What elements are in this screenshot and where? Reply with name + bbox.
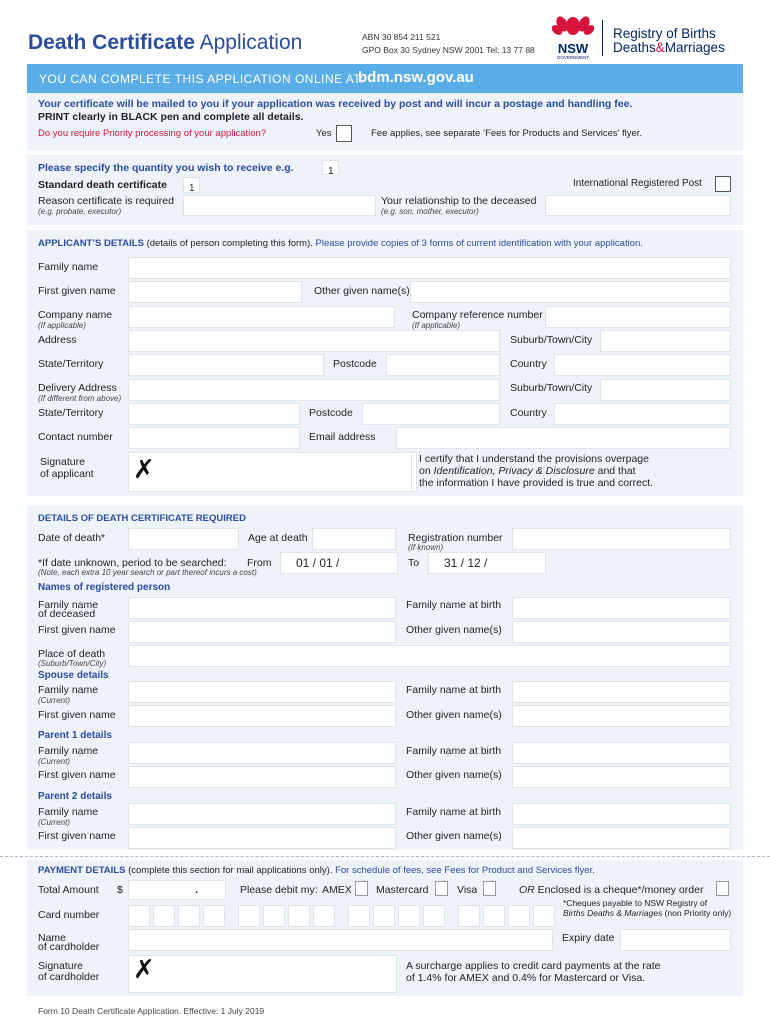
intl-post-checkbox[interactable] (715, 176, 731, 192)
quantity-prompt: Please specify the quantity you wish to receive e.g. (38, 162, 294, 174)
total-decimal: . (195, 884, 198, 896)
place-input[interactable] (128, 645, 731, 667)
registry-line1: Registry of Births (613, 26, 716, 41)
card-digit-box[interactable] (288, 905, 310, 927)
card-digit-box[interactable] (203, 905, 225, 927)
parent1-birth-label: Family name at birth (406, 745, 502, 757)
card-digit-box[interactable] (178, 905, 200, 927)
cheque-note2: Births Deaths & Marriages (non Priority only) (563, 908, 732, 918)
reason-label: Reason certificate is required (38, 195, 174, 207)
parent2-first-input[interactable] (128, 827, 396, 849)
parent1-family-input[interactable] (128, 742, 396, 764)
relationship-input[interactable] (545, 195, 731, 216)
mastercard-label: Mastercard (376, 884, 429, 896)
parent2-current-note: (Current) (38, 818, 71, 827)
spouse-family-label: Family name (38, 684, 99, 696)
total-input[interactable] (128, 880, 226, 900)
company-ref-label: Company reference number (412, 309, 543, 321)
spouse-first-label: First given name (38, 709, 116, 721)
card-digit-box[interactable] (423, 905, 445, 927)
of-applicant-label: of applicant (40, 468, 94, 480)
logo-divider (602, 20, 603, 56)
address-label: Address (38, 334, 77, 346)
card-digit-box[interactable] (398, 905, 420, 927)
applicant-other-label: Other given name(s) (314, 285, 410, 297)
nsw-text: NSW (557, 41, 589, 56)
relationship-label: Your relationship to the deceased (381, 195, 537, 207)
card-signature-label1: Signature (38, 960, 83, 972)
deceased-family-label2: of deceased (38, 608, 96, 620)
applicant-family-input[interactable] (128, 257, 731, 279)
visa-checkbox[interactable] (483, 881, 496, 896)
page-title (28, 31, 302, 55)
postcode-label: Postcode (333, 358, 377, 370)
to-label: To (408, 557, 420, 569)
deceased-other-input[interactable] (512, 621, 731, 643)
expiry-label: Expiry date (562, 932, 615, 944)
deceased-birth-input[interactable] (512, 597, 731, 619)
card-digit-box[interactable] (533, 905, 555, 927)
parent1-family-label: Family name (38, 745, 99, 757)
print-note: PRINT clearly in BLACK pen and complete all details. (38, 111, 304, 123)
applicant-first-label: First given name (38, 285, 116, 297)
parent1-other-input[interactable] (512, 766, 731, 788)
company-note: (If applicable) (38, 321, 87, 330)
registration-label: Registration number (408, 532, 503, 544)
spouse-birth-input[interactable] (512, 681, 731, 703)
company-label: Company name (38, 309, 113, 321)
spouse-birth-label: Family name at birth (406, 684, 502, 696)
from-label: From (247, 557, 272, 569)
delivery-note: (If different from above) (38, 394, 122, 403)
suburb-input[interactable] (600, 330, 731, 352)
search-cost-note: (Note, each extra 10 year search or part thereof incurs a cost) (38, 568, 257, 577)
applicant-first-input[interactable] (128, 281, 302, 303)
mastercard-checkbox[interactable] (435, 881, 448, 896)
gov-text: GOVERNMENT (556, 55, 590, 60)
card-digit-box[interactable] (348, 905, 370, 927)
certify-checkbox[interactable] (412, 452, 417, 492)
parent2-other-label: Other given name(s) (406, 830, 502, 842)
cardholder-name-input[interactable] (128, 929, 553, 951)
signature-cross-icon: ✗ (133, 455, 155, 485)
certify-line3: the information I have provided is true and correct. (419, 477, 654, 489)
parent2-family-input[interactable] (128, 803, 396, 825)
cheque-label: OR Enclosed is a cheque*/money order (519, 884, 704, 896)
online-banner (27, 64, 743, 93)
deceased-other-label: Other given name(s) (406, 624, 502, 636)
parent1-heading: Parent 1 details (38, 730, 112, 741)
suburb-label: Suburb/Town/City (510, 334, 593, 346)
amex-label: AMEX (322, 884, 352, 896)
parent1-first-input[interactable] (128, 766, 396, 788)
applicant-signature-input[interactable] (128, 452, 412, 492)
registration-note: (If known) (408, 543, 444, 552)
spouse-other-input[interactable] (512, 705, 731, 727)
cardholder-name-label2: of cardholder (38, 941, 100, 953)
applicant-family-label: Family name (38, 261, 99, 273)
banner-url[interactable]: bdm.nsw.gov.au (358, 69, 474, 86)
card-digit-box[interactable] (458, 905, 480, 927)
amex-checkbox[interactable] (355, 881, 368, 896)
signature-label: Signature (40, 456, 85, 468)
cheque-checkbox[interactable] (716, 881, 729, 896)
country-input[interactable] (554, 354, 731, 376)
card-digit-box[interactable] (263, 905, 285, 927)
delivery-input[interactable] (128, 379, 500, 401)
death-heading: DETAILS OF DEATH CERTIFICATE REQUIRED (38, 513, 246, 524)
postcode-input[interactable] (386, 354, 500, 376)
card-signature-input[interactable] (128, 955, 397, 993)
state2-label: State/Territory (38, 407, 104, 419)
mail-note: Your certificate will be mailed to you if your application was received by post and will incur a postage and handling fee. (38, 98, 633, 110)
reason-input[interactable] (183, 195, 376, 216)
intl-post-label: International Registered Post (573, 178, 702, 189)
spouse-heading: Spouse details (38, 670, 109, 681)
surcharge-line2: of 1.4% for AMEX and 0.4% for Mastercard or Visa. (406, 972, 646, 984)
card-number-label: Card number (38, 909, 100, 921)
card-digit-box[interactable] (483, 905, 505, 927)
parent2-other-input[interactable] (512, 827, 731, 849)
expiry-input[interactable] (620, 929, 731, 951)
spouse-first-input[interactable] (128, 705, 396, 727)
deceased-family-label1: Family name (38, 599, 99, 611)
debit-label: Please debit my: (240, 884, 318, 896)
dollar-sign: $ (117, 884, 123, 896)
country2-label: Country (510, 407, 547, 419)
card-digit-box[interactable] (153, 905, 175, 927)
postcode2-label: Postcode (309, 407, 353, 419)
deceased-first-label: First given name (38, 624, 116, 636)
parent2-family-label: Family name (38, 806, 99, 818)
card-digit-box[interactable] (508, 905, 530, 927)
visa-label: Visa (457, 884, 478, 896)
nsw-logo (552, 12, 594, 58)
parent2-first-label: First given name (38, 830, 116, 842)
suburb2-input[interactable] (600, 379, 731, 401)
abn-text: ABN 30 854 211 521 (362, 32, 441, 42)
company-ref-input[interactable] (545, 306, 731, 328)
state2-input[interactable] (128, 403, 300, 425)
parent1-current-note: (Current) (38, 757, 71, 766)
registry-name (613, 27, 725, 55)
place-note: (Suburb/Town/City) (38, 659, 107, 668)
company-ref-note: (If applicable) (412, 321, 461, 330)
spouse-other-label: Other given name(s) (406, 709, 502, 721)
certify-line2: on Identification, Privacy & Disclosure and that (419, 465, 636, 477)
registration-input[interactable] (512, 528, 731, 550)
suburb2-label: Suburb/Town/City (510, 382, 593, 394)
banner-text: YOU CAN COMPLETE THIS APPLICATION ONLINE AT: (39, 72, 364, 86)
cardholder-name-label1: Name (38, 932, 67, 944)
date-of-death-label: Date of death* (38, 532, 106, 544)
applicant-other-input[interactable] (410, 281, 731, 303)
footer-text: Form 10 Death Certificate Application. Effective: 1 July 2019 (38, 1006, 265, 1016)
payment-heading: PAYMENT DETAILS (complete this section for mail applications only). For schedule of fees, see Fees for Product and Services flyer. (38, 865, 595, 876)
waratah-icon (552, 12, 594, 38)
email-label: Email address (309, 431, 376, 443)
standard-cert-qty[interactable]: 1 (183, 177, 200, 193)
company-input[interactable] (128, 306, 395, 328)
to-date-value: 31 / 12 / (444, 556, 488, 570)
card-signature-label2: of cardholder (38, 971, 100, 983)
title-bold: Death Certificate (28, 31, 195, 54)
postcode2-input[interactable] (362, 403, 500, 425)
spouse-family-input[interactable] (128, 681, 396, 703)
card-signature-cross-icon: ✗ (133, 955, 155, 985)
applicant-heading: APPLICANT’S DETAILS (details of person completing this form). Please provide copies of 3 forms of current identification with your application. (38, 238, 643, 249)
card-digit-box[interactable] (238, 905, 260, 927)
registry-line2: Deaths&Marriages (613, 40, 725, 55)
parent1-other-label: Other given name(s) (406, 769, 502, 781)
certify-line1: I certify that I understand the provisions overpage (419, 453, 649, 465)
card-digit-box[interactable] (128, 905, 150, 927)
cheque-note1: *Cheques payable to NSW Registry of (563, 898, 708, 908)
surcharge-line1: A surcharge applies to credit card payments at the rate (406, 960, 661, 972)
title-light: Application (199, 31, 303, 54)
priority-question: Do you require Priority processing of your application? (38, 128, 267, 139)
deceased-first-input[interactable] (128, 621, 396, 643)
parent2-birth-input[interactable] (512, 803, 731, 825)
quantity-example-box: 1 (322, 160, 339, 175)
cut-line (0, 856, 770, 857)
parent2-birth-label: Family name at birth (406, 806, 502, 818)
priority-fee-note: Fee applies, see separate ‘Fees for Products and Services’ flyer. (371, 128, 643, 139)
names-registered-heading: Names of registered person (38, 582, 171, 593)
contact-input[interactable] (128, 427, 300, 449)
date-of-death-input[interactable] (128, 528, 239, 550)
relationship-note: (e.g. son, mother, executor) (381, 207, 479, 216)
standard-cert-label: Standard death certificate (38, 179, 167, 191)
state-label: State/Territory (38, 358, 104, 370)
priority-checkbox[interactable] (336, 125, 352, 142)
from-date-value: 01 / 01 / (296, 556, 340, 570)
email-input[interactable] (396, 427, 731, 449)
country-label: Country (510, 358, 547, 370)
card-digit-box[interactable] (373, 905, 395, 927)
country2-input[interactable] (554, 403, 731, 425)
priority-yes-label: Yes (316, 128, 332, 139)
card-digit-box[interactable] (313, 905, 335, 927)
address-text: GPO Box 30 Sydney NSW 2001 Tel: 13 77 88 (362, 45, 535, 55)
parent2-heading: Parent 2 details (38, 791, 112, 802)
parent1-birth-input[interactable] (512, 742, 731, 764)
unknown-date-label: *If date unknown, period to be searched: (38, 557, 227, 569)
place-label: Place of death (38, 648, 106, 660)
spouse-current-note: (Current) (38, 696, 71, 705)
address-input[interactable] (128, 330, 500, 352)
deceased-birth-label: Family name at birth (406, 599, 502, 611)
delivery-label: Delivery Address (38, 382, 117, 394)
state-input[interactable] (128, 354, 324, 376)
reason-note: (e.g. probate, executor) (38, 207, 122, 216)
total-label: Total Amount (38, 884, 99, 896)
deceased-family-input[interactable] (128, 597, 396, 619)
age-label: Age at death (248, 532, 308, 544)
contact-label: Contact number (38, 431, 113, 443)
parent1-first-label: First given name (38, 769, 116, 781)
age-input[interactable] (312, 528, 396, 550)
